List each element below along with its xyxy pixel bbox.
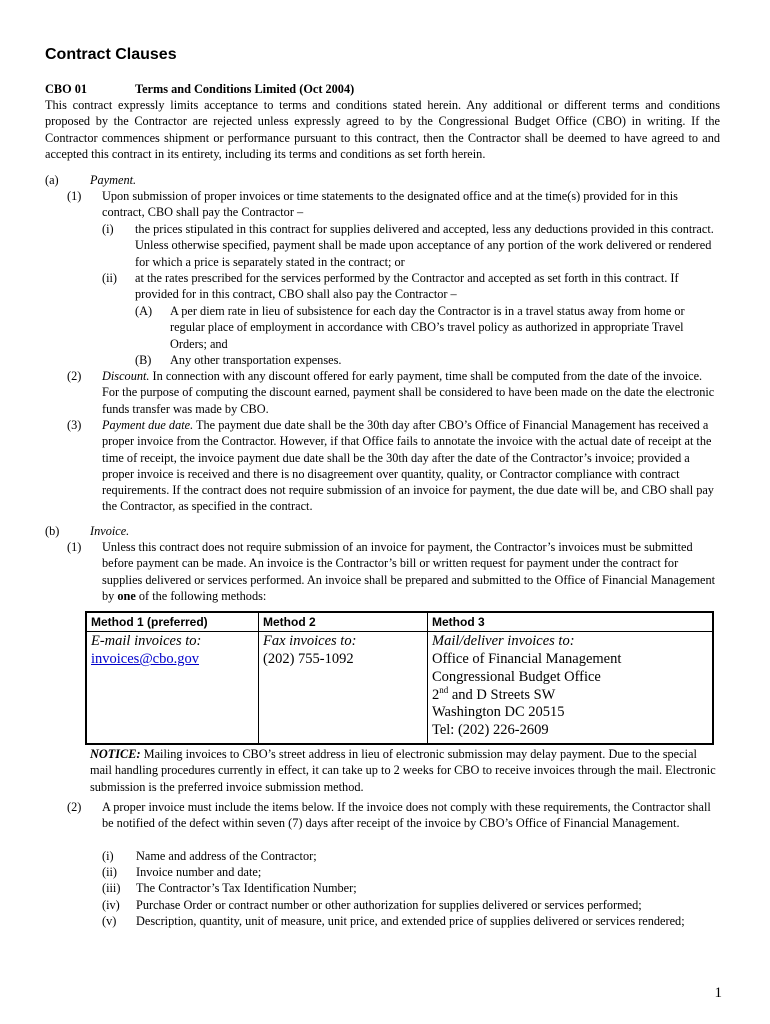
section-a-1-ii-B-label: (B) — [135, 353, 152, 367]
section-a-1-text: Upon submission of proper invoices or time statements to the designated office and at the time(s) provided for in this contract, CBO shall pay the Contractor – — [102, 189, 678, 220]
section-b-1-text-bold: one — [117, 588, 136, 603]
notice-paragraph — [90, 746, 716, 795]
method-2-cell — [259, 632, 428, 744]
item-iv-label: (iv) — [102, 898, 120, 912]
section-a-1-ii-A-label: (A) — [135, 304, 153, 318]
method-3-cell — [428, 632, 714, 744]
section-b-1-label: (1) — [67, 540, 82, 554]
section-a-title: Payment. — [90, 173, 137, 187]
page-heading: Contract Clauses — [45, 46, 177, 63]
item-v-label: (v) — [102, 914, 117, 928]
street-number: 2 — [432, 686, 440, 703]
section-a-1-ii-B-text: Any other transportation expenses. — [170, 353, 342, 367]
methods-header-row — [86, 612, 713, 632]
item-iv-text: Purchase Order or contract number or other authorization for supplies delivered or services performed; — [136, 898, 642, 912]
item-ii-text: Invoice number and date; — [136, 865, 262, 879]
item-iii-label: (iii) — [102, 881, 121, 895]
section-b-2-text: A proper invoice must include the items below. If the invoice does not comply with these requirements, the Contractor shall be notified of the defect within seven (7) days after receipt of the invoice by CBO’s Office of Financial Management. — [102, 800, 711, 831]
section-a-1-i-label: (i) — [102, 222, 114, 236]
notice-label: NOTICE: — [90, 747, 141, 761]
section-a-1-label: (1) — [67, 189, 82, 203]
notice-text: Mailing invoices to CBO’s street address in lieu of electronic submission may delay payment. Due to the special mail handling procedures currently in effect, it can take up to 2 weeks for CBO to receive invoices through the mail. Electronic submission is the preferred invoice submission method. — [90, 747, 716, 794]
mail-phone: Tel: (202) 226-2609 — [432, 722, 549, 739]
fax-number: (202) 755-1092 — [263, 651, 354, 668]
section-a-3-text — [102, 417, 718, 515]
section-b-1-text — [102, 539, 718, 604]
clause-number: CBO 01 — [45, 82, 88, 96]
section-a-1-i-text: the prices stipulated in this contract for supplies delivered and accepted, less any deductions provided in this contract. Unless otherwise specified, payment shall be made upon acceptance of any portion of the work delivered or rendered for which a price is separately stated in the contract; or — [135, 222, 714, 269]
section-b-1-text-after: of the following methods: — [135, 588, 267, 603]
section-b-title: Invoice. — [90, 524, 130, 538]
section-b-label: (b) — [45, 524, 60, 538]
method-1-label: E-mail invoices to: — [91, 633, 202, 650]
mail-address-line3 — [432, 684, 708, 705]
item-ii-label: (ii) — [102, 865, 118, 879]
item-v-text: Description, quantity, unit of measure, unit price, and extended price of supplies delivered or services rendered; — [136, 914, 685, 928]
mail-address-line1: Office of Financial Management — [432, 651, 622, 668]
section-a-2-label: (2) — [67, 369, 82, 383]
mail-address-line4: Washington DC 20515 — [432, 704, 565, 721]
method-3-header: Method 3 — [428, 612, 714, 632]
section-a-3-body: The payment due date shall be the 30th day after CBO’s Office of Financial Management has received a proper invoice from the Contractor. However, if that Office fails to annotate the invoice with the actual date of receipt at the time of receipt, the invoice payment due date shall be the 30th day after the date of the Contractor’s invoice; provided a proper invoice is received and there is no disagreement over quantity, quality, or Contractor compliance with contract requirements. If the contract does not require submission of an invoice for payment, the due date will be, and CBO shall pay the Contractor, as specified in the contract. — [102, 418, 714, 514]
method-3-label: Mail/deliver invoices to: — [432, 633, 575, 650]
section-a-label: (a) — [45, 173, 59, 187]
methods-body-row — [86, 632, 713, 744]
mail-address-line2: Congressional Budget Office — [432, 668, 601, 685]
section-a-1-ii-text: at the rates prescribed for the services performed by the Contractor and accepted as set forth in this contract. If provided for in this contract, CBO shall also pay the Contractor – — [135, 271, 679, 302]
section-a-2-text — [102, 368, 716, 417]
item-iii-text: The Contractor’s Tax Identification Number; — [136, 881, 357, 895]
method-2-header: Method 2 — [259, 612, 428, 632]
section-a-1-ii-label: (ii) — [102, 271, 118, 285]
clause-intro: This contract expressly limits acceptance to terms and conditions stated herein. Any additional or different terms and conditions proposed by the Contractor are rejected unless expressly agreed to by the Congressional Budget Office (CBO) in writing. If the Contractor commences shipment or performance pursuant to this contract, then the Contractor shall be deemed to have agreed to and accepted this contract in its entirety, including its terms and conditions as set forth herein. — [45, 98, 720, 161]
clause-heading — [45, 81, 725, 97]
item-i-label: (i) — [102, 849, 114, 863]
section-b-2-label: (2) — [67, 800, 82, 814]
item-i-text: Name and address of the Contractor; — [136, 849, 317, 863]
section-a-2-title: Discount. — [102, 369, 150, 383]
section-a-3-title: Payment due date. — [102, 418, 194, 432]
method-1-cell — [86, 632, 259, 744]
method-1-header: Method 1 (preferred) — [86, 612, 259, 632]
page-number: 1 — [714, 985, 722, 1001]
section-a-2-body: In connection with any discount offered for early payment, time shall be computed from the date of the invoice. For the purpose of computing the discount earned, payment shall be considered to have been made on the date the electronic funds transfer was made by CBO. — [102, 369, 715, 416]
section-b-1-text-before: Unless this contract does not require submission of an invoice for payment, the Contractor’s invoices must be submitted before payment can be made. An invoice is the Contractor’s bill or written request for payment under the contract for supplies delivered or services performed. An invoice shall be prepared and submitted to the Office of Financial Management by — [102, 540, 716, 603]
street-rest: and D Streets SW — [448, 686, 556, 703]
street-suffix: nd — [439, 684, 449, 695]
invoice-email-link[interactable]: invoices@cbo.gov — [91, 651, 199, 668]
clause-title: Terms and Conditions Limited (Oct 2004) — [135, 82, 355, 96]
section-a-3-label: (3) — [67, 418, 82, 432]
invoice-methods-table — [85, 611, 714, 745]
section-a-1-ii-A-text: A per diem rate in lieu of subsistence for each day the Contractor is in a travel status away from home or regular place of employment in accordance with CBO’s travel policy as authorized in appropriate Travel Orders; and — [170, 304, 685, 351]
method-2-label: Fax invoices to: — [263, 633, 357, 650]
